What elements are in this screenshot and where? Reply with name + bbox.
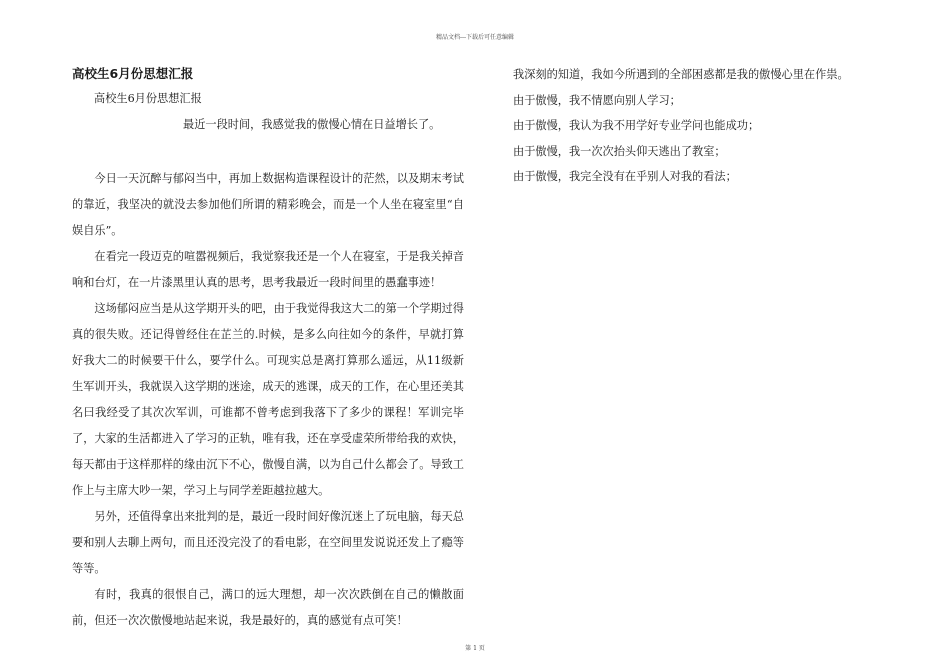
document-subtitle: 高校生6月份思想汇报	[94, 92, 202, 105]
right-line: 由于傲慢，我认为我不用学好专业学问也能成功；	[513, 119, 760, 132]
intro-line: 最近一段时间，我感觉我的傲慢心情在日益增长了。	[183, 118, 441, 131]
body-paragraph: 这场郁闷应当是从这学期开头的吧，由于我觉得我这大二的第一个学期过得真的很失败。还记得曾经住在芷兰的.时候，是多么向往如今的条件，早就打算好我大二的时候要干什么，要学什么。可现实总是离打算那么遥远，从11级新生军训开头，我就误入这学期的迷途，成天的逃课，成天的工作，在心里还美其名曰我经受了其次次军训，可谁都不曾考虑到我落下了多少的课程！军训完毕了，大家的生活都进入了学习的正轨，唯有我，还在享受虚荣所带给我的欢快，每天都由于这样那样的缘由沉下不心，傲慢自满，以为自己什么都会了。导致工作上与主席大吵一架，学习上与同学差距越拉越大。	[72, 302, 464, 497]
body-paragraph: 有时，我真的很恨自己，满口的远大理想，却一次次跌倒在自己的懒散面前，但还一次次傲慢地站起来说，我是最好的，真的感觉有点可笑！	[72, 588, 464, 627]
body-paragraph: 今日一天沉醉与郁闷当中，再加上数据构造课程设计的茫然，以及期末考试的靠近，我坚决的就没去参加他们所谓的精彩晚会，而是一个人坐在寝室里“自娱自乐”。	[72, 172, 464, 237]
document-title: 高校生6月份思想汇报	[72, 66, 194, 81]
body-paragraph: 另外，还值得拿出来批判的是，最近一段时间好像沉迷上了玩电脑，每天总要和别人去聊上两句，而且还没完没了的看电影，在空间里发说说还发上了瘾等等等。	[72, 510, 464, 575]
right-line: 由于傲慢，我一次次抬头仰天逃出了教室；	[513, 144, 726, 158]
page-header: 精品文档---下载后可任意编辑	[435, 34, 515, 41]
body-paragraph: 在看完一段迈克的喧嚣视频后，我觉察我还是一个人在寝室，于是我关掉音响和台灯，在一片漆黑里认真的思考，思考我最近一段时间里的愚蠢事迹！	[72, 250, 464, 289]
right-column	[513, 62, 893, 190]
page-footer: 第 1 页	[465, 645, 485, 652]
right-line: 我深刻的知道，我如今所遇到的全部困惑都是我的傲慢心里在作祟。	[513, 68, 849, 81]
blank-spacer	[72, 138, 464, 166]
left-column	[72, 62, 464, 634]
right-line: 由于傲慢，我完全没有在乎别人对我的看法；	[513, 170, 737, 183]
right-line: 由于傲慢，我不情愿向别人学习；	[513, 93, 681, 107]
